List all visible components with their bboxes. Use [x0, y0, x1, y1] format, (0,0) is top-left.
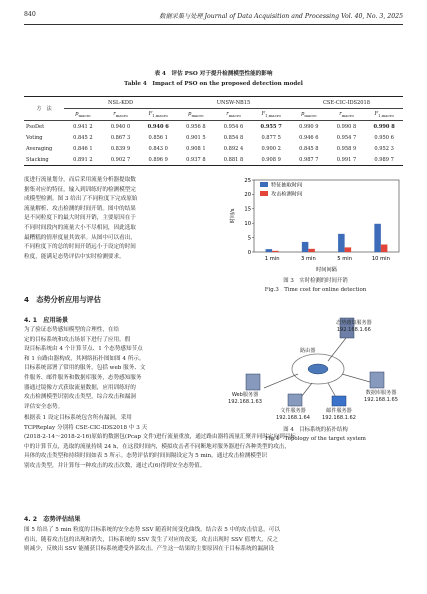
value-cell: 0.845 8 — [299, 145, 319, 152]
value-cell: 0.856 1 — [148, 134, 168, 141]
metric-header: $r_{macro}$ — [339, 110, 354, 118]
link-situation — [328, 338, 346, 361]
metric-header: $p_{macro}$ — [301, 110, 317, 118]
bar — [345, 247, 352, 252]
section-4-title: 4 态势分析应用与评估 — [24, 295, 101, 304]
value-cell: 0.940 6 — [147, 123, 169, 130]
text-line: 中的计算节点，选取的流量持续 24 h，在这段时间内，模拟攻击者不同断地对服务器进行各种类型的攻击， — [24, 443, 290, 450]
value-cell: 0.908 1 — [186, 145, 206, 152]
web-server-label: Web服务器 192.168.1.63 — [228, 392, 263, 405]
text-line: 粒度，能满足态势评估中实时检测要求。 — [24, 253, 125, 260]
text-line: 根据表 1 设定目标系统包含所有漏洞，采用 — [24, 415, 132, 421]
value-cell: 0.990 8 — [373, 123, 395, 130]
dataset-header: CSE-CIC-IDS2018 — [290, 97, 403, 109]
bar — [272, 251, 279, 252]
metric-header: $r_{macro}$ — [113, 110, 128, 118]
x-axis-label: 时间间隔 — [316, 267, 337, 273]
bar — [338, 234, 345, 252]
value-cell: 0.839 9 — [110, 145, 131, 152]
fig3-caption: 图 3 实时检测的时间开销 — [283, 278, 348, 284]
file-server-label: 文件服务器 192.168.1.64 — [276, 408, 311, 421]
value-cell: 0.954 6 — [223, 123, 244, 130]
table-row — [24, 143, 403, 154]
y-tick-label: 5 — [247, 235, 251, 242]
text-line: 图 5 给出了 5 min 粒度的目标系统的安全态势 SSV 随着时间变化曲线。结合表 5 中的攻击信息，可以 — [24, 527, 280, 533]
legend-label: 攻击检测时间 — [271, 191, 303, 198]
text-line: 设目标系统由 4 个计算节点、1 个态势感知节点 — [24, 346, 143, 353]
text-line: 器通过镜像方式获取流量数据，应用训练好的 — [24, 384, 136, 391]
text-line: 和 1 台路由器构成，其网络拓扑图如图 4 所示。 — [24, 355, 145, 362]
subsection-4-2-title: 4. 2 态势评估结果 — [24, 516, 81, 523]
link-web — [264, 374, 298, 388]
table-caption-en: Table 4 Impact of PSO on the proposed detection model — [124, 81, 303, 87]
fig3-caption-en: Fig.3 Time cost for online detection — [264, 287, 367, 293]
results-table — [24, 96, 403, 166]
scenario-paragraph — [24, 414, 403, 472]
text-line: 是不同粒度下的最大时间开销，主要原因在于 — [24, 215, 136, 222]
topology-links — [228, 306, 403, 426]
method-header: 方 法 — [24, 97, 64, 121]
metric-header-row — [24, 109, 403, 121]
subsection-4-1-title: 4. 1 应用场景 — [24, 317, 69, 324]
value-cell: 0.940 0 — [110, 123, 131, 130]
value-cell: 0.990 9 — [299, 123, 319, 130]
metric-header: $F_{1,macro}$ — [374, 110, 394, 118]
text-line: 据集对应的特征，输入到训练好的检测模型完 — [24, 186, 136, 193]
method-cell: Voting — [26, 134, 43, 141]
intro-paragraph — [24, 176, 220, 262]
fig4-caption-en: Fig.4 Topology of the target system — [265, 436, 366, 442]
metric-header: $p_{macro}$ — [188, 110, 204, 118]
text-line: TCPReplay 分别将 CSE-CIC-IDS2018 中 3 天 — [24, 424, 148, 431]
bar — [308, 249, 315, 252]
metric-header: $r_{macro}$ — [226, 110, 241, 118]
value-cell: 0.867 3 — [110, 134, 131, 141]
fig4-caption: 图 4 目标系统的拓扑结构 — [283, 427, 348, 433]
mail-server-icon — [332, 396, 346, 406]
method-cell: Stacking — [26, 156, 49, 163]
value-cell: 0.854 8 — [223, 134, 244, 141]
value-cell: 0.877 5 — [261, 134, 281, 141]
db-server-label: 数据库服务器 192.168.1.65 — [364, 390, 399, 403]
legend-swatch — [260, 191, 268, 196]
text-line: 目标系统部署了常用的服务，包括 web 服务、文 — [24, 365, 146, 372]
x-tick-label: 3 min — [301, 256, 316, 262]
value-cell: 0.843 0 — [148, 145, 168, 152]
dataset-header: UNSW-NB15 — [177, 97, 290, 109]
text-line: 看出，随着攻击包的出现和消失，目标系统的 SSV 发生了对应的改变，攻击出现时 SSV 值增大，反之 — [24, 536, 279, 543]
value-cell: 0.941 2 — [73, 123, 93, 130]
value-cell: 0.891 2 — [73, 156, 93, 163]
value-cell: 0.892 4 — [223, 145, 244, 152]
value-cell: 0.908 9 — [261, 156, 281, 163]
value-cell: 0.937 8 — [186, 156, 206, 163]
value-cell: 0.987 7 — [299, 156, 319, 163]
text-line: 不同粒度下的总的时间开销远小于设定的时间 — [24, 244, 136, 251]
journal-title: 数据采集与处理 Journal of Data Acquisition and Processing Vol. 40, No. 3, 2025 — [159, 13, 403, 20]
y-tick-label: 10 — [244, 221, 251, 227]
value-cell: 0.896 9 — [148, 156, 168, 163]
value-cell: 0.990 8 — [336, 123, 357, 130]
bar — [266, 249, 273, 252]
metric-header: $F_{1,macro}$ — [148, 110, 168, 118]
y-axis-label: 时间/s — [230, 208, 236, 224]
subsection-4-1-text — [24, 326, 220, 412]
legend-label: 特征抽取时间 — [271, 182, 303, 189]
metric-header: $F_{1,macro}$ — [261, 110, 281, 118]
situation-server-label: 态势感知服务器 192.168.1.66 — [336, 320, 372, 333]
value-cell: 0.955 7 — [260, 123, 282, 130]
legend-swatch — [260, 182, 268, 187]
text-line: 不同时间段内的流量大小不尽相同，因此选取 — [24, 224, 136, 231]
x-tick-label: 1 min — [264, 256, 280, 262]
text-line: 则减少，反映出 SSV 能捕获目标系统遭受外部攻击。产生这一结果的主要原因在于目标系统的漏洞设 — [24, 546, 275, 553]
value-cell: 0.991 7 — [336, 156, 357, 163]
text-line: 评估安全态势。 — [24, 403, 64, 410]
y-tick-label: 25 — [244, 177, 251, 184]
value-cell: 0.958 9 — [336, 145, 357, 152]
header-rule — [24, 24, 403, 25]
time-cost-chart — [228, 174, 403, 276]
web-server-icon — [246, 374, 260, 390]
value-cell: 0.954 7 — [336, 134, 357, 141]
link-db — [342, 374, 370, 382]
y-tick-label: 15 — [244, 206, 251, 213]
text-line: 成模型检测。图 3 给出了不同粒度下完成原始 — [24, 196, 138, 203]
text-line: 别攻击类型，并计算每一种攻击的攻击次数，通过式(6)得到安全态势值。 — [24, 462, 206, 469]
value-cell: 0.989 7 — [374, 156, 394, 163]
value-cell: 0.900 2 — [261, 145, 281, 152]
text-line: 具体的攻击类型和持续时间如表 5 所示。态势评估的时间间隔设定为 5 min，通过攻击检测模型识 — [24, 453, 268, 460]
value-cell: 0.956 8 — [186, 123, 206, 130]
x-tick-label: 5 min — [337, 256, 352, 262]
text-line: 定的目标系统和攻击场景下进行了应用。假 — [24, 336, 131, 343]
text-line: 最糟糕的情形度量其效率。从图中可以看出， — [24, 234, 136, 241]
value-cell: 0.846 1 — [73, 145, 93, 152]
dataset-header: NSL-KDD — [64, 97, 177, 109]
db-server-icon — [370, 372, 384, 388]
text-line: 流量解析、攻击检测的时间开销。图中的结果 — [24, 205, 136, 212]
table-row — [24, 132, 403, 143]
table-caption-cn: 表 4 评估 PSO 对于提升检测模型性能的影响 — [154, 71, 273, 77]
bar — [302, 242, 309, 252]
file-server-icon — [288, 394, 302, 406]
table-body — [24, 121, 403, 166]
text-line: 度进行流量划分，而后采用流量分析器提取数 — [24, 177, 136, 183]
bar — [374, 224, 381, 252]
page-number: 840 — [24, 11, 36, 18]
value-cell: 0.902 7 — [110, 156, 131, 163]
text-line: 为了验证态势感知模型的合理性，在给 — [24, 327, 120, 333]
method-cell: PsoDet — [26, 123, 45, 130]
subsection-4-2-text — [24, 526, 403, 555]
mail-server-label: 邮件服务器 192.168.1.62 — [322, 408, 357, 421]
value-cell: 0.950 6 — [374, 134, 394, 141]
topology-figure — [228, 306, 403, 426]
router-label: 路由器 — [300, 348, 316, 354]
value-cell: 0.952 3 — [374, 145, 394, 152]
text-line: (2018-2-14～2018-2-16)原始的数据包(Pcap 文件)进行流量重放，通过路由器将流量汇聚并同时定向到目标 — [24, 434, 296, 441]
router-icon — [308, 364, 328, 374]
y-tick-label: 0 — [247, 249, 251, 256]
page-header — [24, 8, 403, 22]
table-row — [24, 121, 403, 133]
text-line: 攻击检测模型识别攻击类型，综合攻击和漏洞 — [24, 394, 136, 401]
table-row — [24, 154, 403, 166]
value-cell: 0.946 6 — [299, 134, 319, 141]
metric-header: $p_{macro}$ — [75, 110, 91, 118]
x-tick-label: 10 min — [371, 256, 390, 262]
value-cell: 0.845 2 — [73, 134, 93, 141]
bar — [381, 245, 388, 252]
value-cell: 0.881 8 — [223, 156, 244, 163]
method-cell: Averaging — [26, 145, 53, 152]
text-line: 件服务、邮件服务和数据库服务，态势感知服务 — [24, 374, 142, 381]
value-cell: 0.901 5 — [186, 134, 206, 141]
y-tick-label: 20 — [244, 192, 251, 199]
